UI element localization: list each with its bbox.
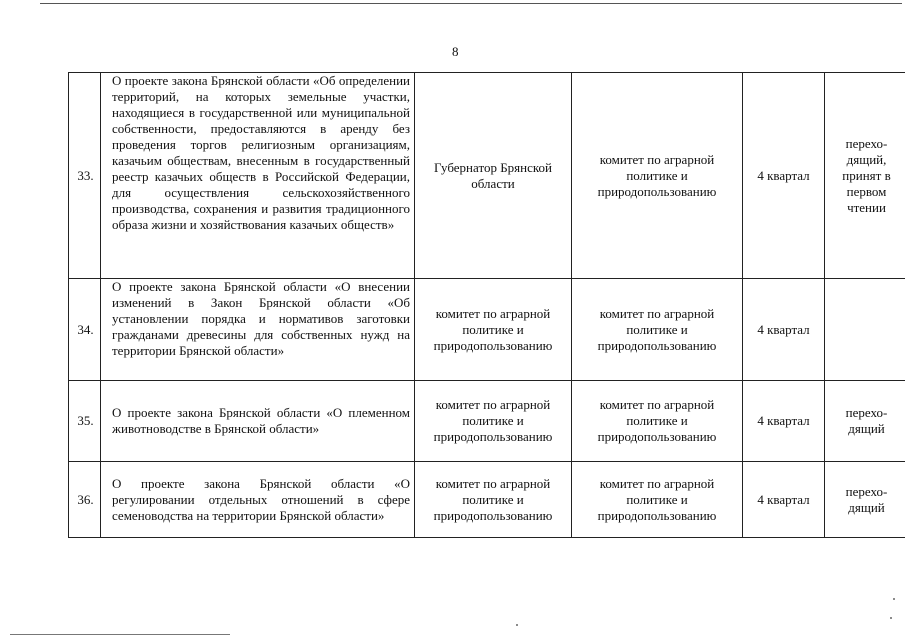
initiator-cell xyxy=(415,279,572,381)
row-number: 35. xyxy=(77,413,94,428)
row-number-cell xyxy=(69,462,101,538)
committee-cell xyxy=(572,73,743,279)
legislation-plan-table xyxy=(68,72,905,538)
term: 4 квартал xyxy=(757,167,810,183)
bill-title: О проекте закона Брянской области «О племенном животноводстве в Брянской области» xyxy=(112,405,410,436)
term: 4 квартал xyxy=(757,491,810,507)
top-divider-line xyxy=(40,3,902,4)
committee: комитет по аграрной политике и природопользованию xyxy=(597,305,717,353)
row-number-cell xyxy=(69,381,101,462)
bill-title-cell xyxy=(101,462,415,538)
committee: комитет по аграрной политике и природопользованию xyxy=(597,397,717,444)
bill-title-cell xyxy=(101,73,415,279)
scan-speck xyxy=(516,624,518,626)
bill-title: О проекте закона Брянской области «О регулировании отдельных отношений в сфере семеноводства на территории Брянской области» xyxy=(112,475,410,523)
row-number-cell xyxy=(69,73,101,279)
term-cell xyxy=(743,381,825,462)
row-number: 33. xyxy=(77,167,94,183)
bill-title: О проекте закона Брянской области «Об определении территорий, на которых земельные участки, находящиеся в государственной или муниципальной собственности, предоставляются в аренду без проведения торгов религиозным организациям, казачьим обществам, внесенным в государственный реестр казачьих обществ в Российской Федерации, для осуществления сельскохозяйственного производства, сохранения и развития традиционного образа жизни и хозяйствования казачьих обществ» xyxy=(112,73,410,232)
scan-speck xyxy=(890,617,892,619)
note-cell xyxy=(825,381,905,462)
note-cell xyxy=(825,279,905,381)
committee-cell xyxy=(572,462,743,538)
table-row xyxy=(69,73,905,279)
committee-cell xyxy=(572,279,743,381)
bill-title-cell xyxy=(101,279,415,381)
term: 4 квартал xyxy=(757,413,810,428)
initiator: комитет по аграрной политике и природопользованию xyxy=(433,397,553,444)
scan-speck xyxy=(893,598,895,600)
row-number-cell xyxy=(69,279,101,381)
committee-cell xyxy=(572,381,743,462)
committee: комитет по аграрной политике и природопользованию xyxy=(597,475,717,523)
note: перехо- дящий xyxy=(845,405,888,436)
page-number: 8 xyxy=(452,44,459,59)
term-cell xyxy=(743,73,825,279)
note-cell xyxy=(825,462,905,538)
term-cell xyxy=(743,462,825,538)
note: перехо- дящий, принят в первом чтении xyxy=(842,135,891,215)
table-row xyxy=(69,279,905,381)
initiator: комитет по аграрной политике и природопользованию xyxy=(433,305,553,353)
initiator-cell xyxy=(415,73,572,279)
initiator-cell xyxy=(415,381,572,462)
bottom-divider-line xyxy=(10,634,230,635)
initiator: Губернатор Брянской области xyxy=(434,159,552,191)
term: 4 квартал xyxy=(757,321,810,337)
row-number: 34. xyxy=(77,321,94,337)
bill-title: О проекте закона Брянской области «О внесении изменений в Закон Брянской области «Об установлении порядка и нормативов заготовки гражданами древесины для собственных нужд на территории Брянской области» xyxy=(112,279,410,358)
table-row xyxy=(69,462,905,538)
initiator-cell xyxy=(415,462,572,538)
initiator: комитет по аграрной политике и природопользованию xyxy=(433,475,553,523)
bill-title-cell xyxy=(101,381,415,462)
row-number: 36. xyxy=(77,491,94,507)
table-row xyxy=(69,381,905,462)
note-cell xyxy=(825,73,905,279)
term-cell xyxy=(743,279,825,381)
committee: комитет по аграрной политике и природопользованию xyxy=(597,151,717,199)
note: перехо- дящий xyxy=(845,483,888,515)
